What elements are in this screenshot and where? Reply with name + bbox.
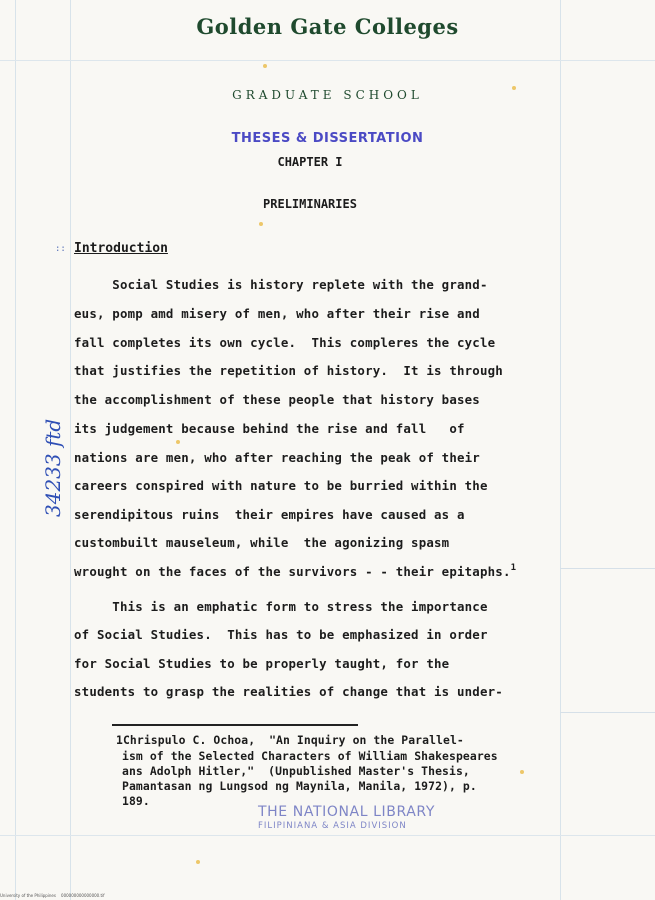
library-stamp-division: FILIPINIANA & ASIA DIVISION [258, 821, 407, 831]
paragraph1-line: custombuilt mauseleum, while the agonizing spasm [74, 535, 450, 550]
footnote-marker: 1 [510, 563, 517, 573]
library-stamp-title: THE NATIONAL LIBRARY [258, 804, 435, 820]
footnote-line: Pamantasan ng Lungsod ng Maynila, Manila, 1972), p. [122, 779, 477, 793]
margin-mark: :: [55, 244, 66, 254]
footnote-line: ism of the Selected Characters of William Shakespeares [122, 749, 498, 763]
paragraph1-last-line [74, 563, 516, 579]
paper-speck [263, 64, 267, 68]
paragraph1-line: careers conspired with nature to be burried within the [74, 478, 488, 493]
handwritten-accession-note [34, 395, 70, 520]
footnote-line: 189. [122, 794, 150, 808]
paragraph2-line: of Social Studies. This has to be emphasized in order [74, 627, 488, 642]
section-title: PRELIMINARIES [263, 197, 357, 211]
paragraph1-line: nations are men, who after reaching the peak of their [74, 450, 480, 465]
paragraph2-line: for Social Studies to be properly taught, for the [74, 656, 450, 671]
footnote-line: 1Chrispulo C. Ochoa, "An Inquiry on the Parallel- [116, 733, 464, 747]
chapter-heading: CHAPTER I [277, 155, 343, 169]
paragraph1-line: its judgement because behind the rise and fall of [74, 421, 465, 436]
graduate-school-heading: GRADUATE SCHOOL [232, 88, 423, 102]
paragraph1-line: serendipitous ruins their empires have caused as a [74, 507, 465, 522]
paragraph1-line: fall completes its own cycle. This compleres the cycle [74, 335, 496, 350]
paragraph2-line: This is an emphatic form to stress the importance [74, 599, 488, 614]
page-rule-top [0, 60, 655, 61]
footnote-line: ans Adolph Hitler," (Unpublished Master's Thesis, [122, 764, 470, 778]
scan-footer-strip: University of the Philippines 000000000000000.tif [0, 893, 105, 898]
paragraph1-line: Social Studies is history replete with the grand- [74, 277, 488, 292]
theses-dissertation-stamp: THESES & DISSERTATION [231, 131, 424, 146]
introduction-subheading: Introduction [74, 241, 168, 256]
paragraph1-line: wrought on the faces of the survivors - - their epitaphs. [74, 564, 511, 579]
national-library-stamp [258, 804, 468, 831]
paper-speck [259, 222, 263, 226]
college-name: Golden Gate Colleges [196, 14, 459, 39]
paragraph1-line: the accomplishment of these people that history bases [74, 392, 480, 407]
page-rule-bottom [0, 835, 655, 836]
page-rule-side-1 [560, 568, 655, 569]
footnote-divider [112, 724, 358, 726]
paper-speck [176, 440, 180, 444]
paragraph1-line: that justifies the repetition of history. It is through [74, 363, 503, 378]
paragraph1-line: eus, pomp amd misery of men, who after their rise and [74, 306, 480, 321]
handwritten-note-text: 34233 ftd [41, 418, 65, 517]
paper-speck [196, 860, 200, 864]
paragraph2-line: students to grasp the realities of change that is under- [74, 684, 503, 699]
page-rule-side-2 [560, 712, 655, 713]
paper-speck [520, 770, 524, 774]
